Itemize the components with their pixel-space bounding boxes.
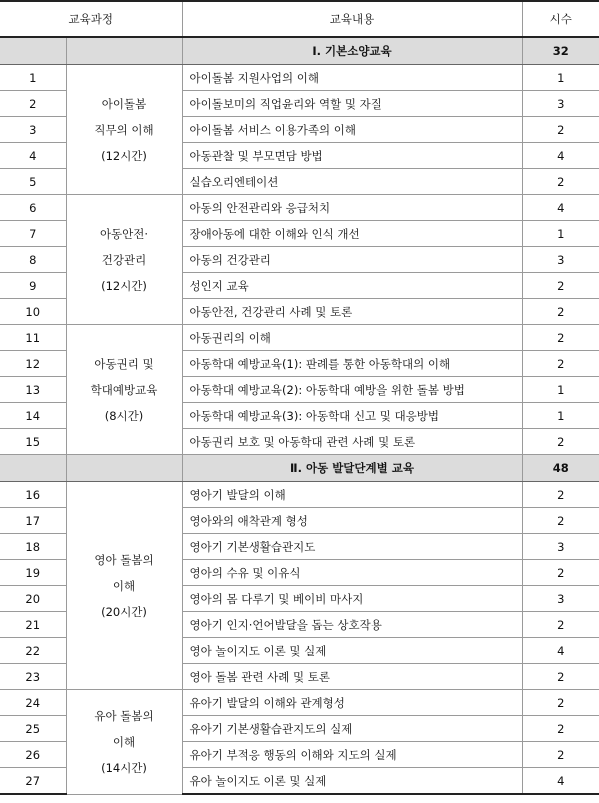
row-content: 아이돌봄 서비스 이용가족의 이해 [182,117,522,143]
row-number: 23 [0,664,66,690]
row-number: 12 [0,351,66,377]
row-number: 3 [0,117,66,143]
row-hours: 2 [522,742,599,768]
table-row [0,325,599,351]
group-line: (20시간) [101,604,147,619]
row-content: 영아의 몸 다루기 및 베이비 마사지 [182,586,522,612]
section-title: Ⅱ. 아동 발달단계별 교육 [182,455,522,482]
row-hours: 3 [522,247,599,273]
section-title: Ⅰ. 기본소양교육 [182,37,522,65]
row-number: 7 [0,221,66,247]
table-row [0,65,599,91]
course-group [66,65,182,195]
group-line: (14시간) [101,760,147,775]
section-hours: 48 [522,455,599,482]
row-hours: 2 [522,716,599,742]
row-number: 27 [0,768,66,795]
row-content: 영아 놀이지도 이론 및 실제 [182,638,522,664]
table-row [0,195,599,221]
row-hours: 2 [522,117,599,143]
row-content: 성인지 교육 [182,273,522,299]
row-hours: 2 [522,169,599,195]
row-content: 유아기 기본생활습관지도의 실제 [182,716,522,742]
row-hours: 2 [522,560,599,586]
row-number: 21 [0,612,66,638]
group-line: (8시간) [104,408,144,423]
row-content: 아이돌봄 지원사업의 이해 [182,65,522,91]
row-number: 18 [0,534,66,560]
group-line: 건강관리 [101,252,147,267]
row-hours: 3 [522,586,599,612]
course-group [66,325,182,455]
row-hours: 1 [522,65,599,91]
row-hours: 4 [522,143,599,169]
row-content: 유아기 부적응 행동의 이해와 지도의 실제 [182,742,522,768]
row-content: 영아기 인지·언어발달을 돕는 상호작용 [182,612,522,638]
row-hours: 2 [522,429,599,455]
row-number: 1 [0,65,66,91]
group-line: 영아 돌봄의 [94,552,154,567]
row-hours: 1 [522,377,599,403]
row-number: 14 [0,403,66,429]
row-number: 5 [0,169,66,195]
row-number: 11 [0,325,66,351]
group-line: (12시간) [101,278,147,293]
group-line: 아동권리 및 [94,356,154,371]
row-hours: 4 [522,768,599,795]
header-hours: 시수 [522,1,599,37]
row-content: 영아기 발달의 이해 [182,482,522,508]
row-hours: 2 [522,351,599,377]
row-number: 9 [0,273,66,299]
group-line: 학대예방교육 [90,382,158,397]
row-content: 영아의 수유 및 이유식 [182,560,522,586]
row-content: 장애아동에 대한 이해와 인식 개선 [182,221,522,247]
row-content: 아동권리 보호 및 아동학대 관련 사례 및 토론 [182,429,522,455]
row-number: 20 [0,586,66,612]
row-number: 17 [0,508,66,534]
row-hours: 3 [522,91,599,117]
header-course: 교육과정 [0,1,182,37]
row-content: 유아기 발달의 이해와 관계형성 [182,690,522,716]
row-number: 4 [0,143,66,169]
table-row [0,482,599,508]
row-content: 영아기 기본생활습관지도 [182,534,522,560]
row-number: 16 [0,482,66,508]
group-line: (12시간) [101,148,147,163]
row-hours: 2 [522,664,599,690]
row-hours: 3 [522,534,599,560]
group-line: 직무의 이해 [94,122,154,137]
row-content: 아동학대 예방교육(2): 아동학대 예방을 위한 돌봄 방법 [182,377,522,403]
row-hours: 2 [522,325,599,351]
table-row [0,690,599,716]
row-number: 24 [0,690,66,716]
row-number: 15 [0,429,66,455]
row-number: 6 [0,195,66,221]
row-number: 19 [0,560,66,586]
group-line: 유아 돌봄의 [94,708,154,723]
row-content: 아동권리의 이해 [182,325,522,351]
group-line: 이해 [112,578,136,593]
row-hours: 2 [522,299,599,325]
section-row [0,455,599,482]
row-content: 아동학대 예방교육(1): 판례를 통한 아동학대의 이해 [182,351,522,377]
row-content: 아이돌보미의 직업윤리와 역할 및 자질 [182,91,522,117]
row-number: 10 [0,299,66,325]
course-group [66,690,182,795]
row-hours: 1 [522,403,599,429]
section-hours: 32 [522,37,599,65]
row-hours: 2 [522,508,599,534]
row-number: 25 [0,716,66,742]
row-number: 8 [0,247,66,273]
header-content: 교육내용 [182,1,522,37]
row-content: 영아와의 애착관계 형성 [182,508,522,534]
row-content: 영아 돌봄 관련 사례 및 토론 [182,664,522,690]
row-content: 유아 놀이지도 이론 및 실제 [182,768,522,795]
row-hours: 1 [522,221,599,247]
section-row [0,37,599,65]
row-content: 아동학대 예방교육(3): 아동학대 신고 및 대응방법 [182,403,522,429]
group-line: 아이돌봄 [101,96,147,111]
course-group [66,482,182,690]
row-hours: 2 [522,690,599,716]
row-number: 13 [0,377,66,403]
row-content: 아동관찰 및 부모면담 방법 [182,143,522,169]
row-content: 아동의 건강관리 [182,247,522,273]
row-hours: 2 [522,612,599,638]
table-header-row [0,1,599,37]
row-number: 26 [0,742,66,768]
group-line: 이해 [112,734,136,749]
row-number: 2 [0,91,66,117]
course-group [66,195,182,325]
row-content: 아동의 안전관리와 응급처치 [182,195,522,221]
row-hours: 2 [522,273,599,299]
row-number: 22 [0,638,66,664]
row-content: 실습오리엔테이션 [182,169,522,195]
row-content: 아동안전, 건강관리 사례 및 토론 [182,299,522,325]
row-hours: 4 [522,195,599,221]
row-hours: 2 [522,482,599,508]
group-line: 아동안전· [99,226,149,241]
row-hours: 4 [522,638,599,664]
